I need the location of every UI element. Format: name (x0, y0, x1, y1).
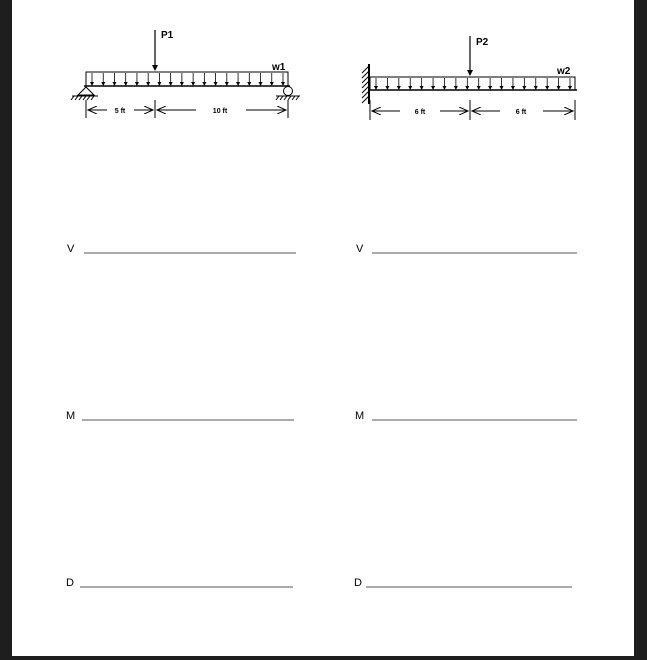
dimension-lines-right (370, 100, 575, 120)
pin-support (71, 87, 98, 100)
shear-label-left: V (67, 243, 75, 255)
shear-label-right: V (356, 243, 364, 255)
cantilever-beam (362, 36, 577, 120)
fixed-support (362, 64, 369, 104)
simply-supported-beam (71, 30, 300, 118)
dim-label-left-1: 5 ft (114, 108, 126, 115)
shear-row (67, 243, 577, 255)
roller-support (276, 87, 300, 101)
dim-label-left-2: 10 ft (212, 108, 228, 115)
moment-label-right: M (355, 410, 365, 422)
distributed-load-w2 (370, 77, 575, 90)
distributed-load-arrows-left (90, 73, 285, 86)
deflection-label-left: D (66, 577, 74, 589)
dim-label-right-2: 6 ft (515, 109, 527, 116)
label-w1: w1 (272, 62, 286, 73)
deflection-row (66, 577, 572, 589)
moment-row (66, 410, 577, 422)
label-p2: P2 (476, 37, 489, 48)
label-w2: w2 (557, 66, 571, 77)
distributed-load-w1 (86, 72, 288, 86)
distributed-load-arrows-right (374, 78, 572, 90)
deflection-label-right: D (354, 577, 362, 589)
moment-label-left: M (66, 410, 76, 422)
dim-label-right-1: 6 ft (414, 109, 426, 116)
label-p1: P1 (161, 30, 174, 41)
